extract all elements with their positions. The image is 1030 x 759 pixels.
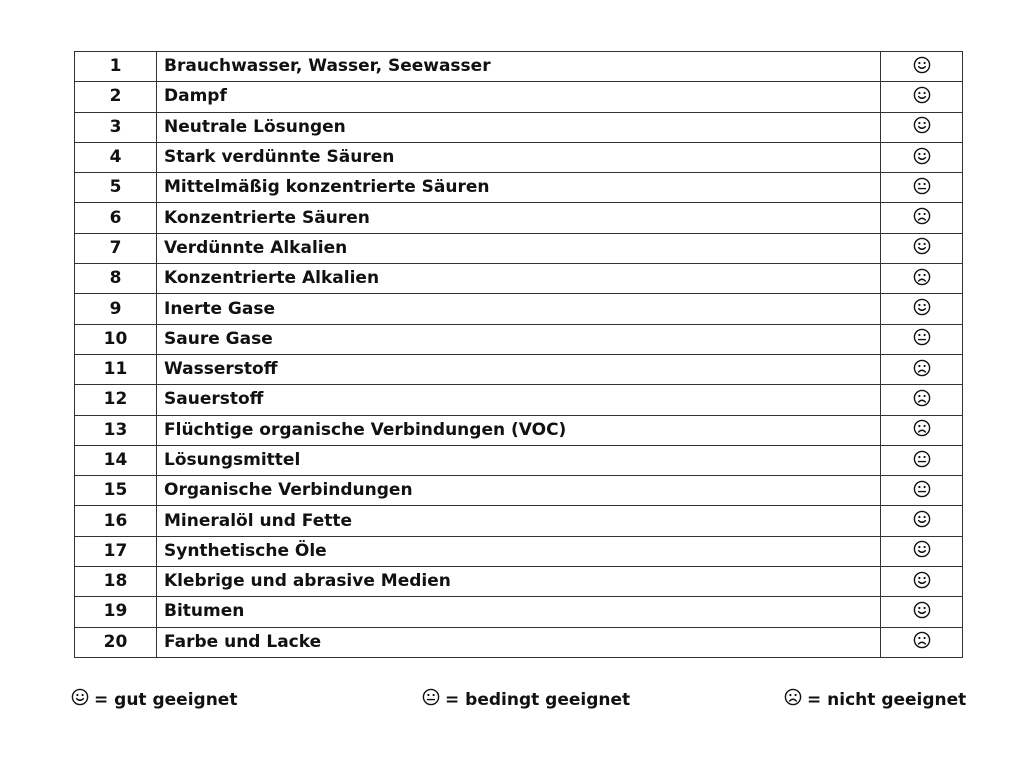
row-number: 3 (75, 112, 157, 142)
table-row (75, 354, 963, 384)
smiley-happy-icon (913, 237, 931, 259)
table-row (75, 597, 963, 627)
medium-name: Organische Verbindungen (157, 476, 881, 506)
suitability-rating (881, 385, 963, 415)
table-row (75, 52, 963, 82)
table-row (75, 567, 963, 597)
suitability-rating (881, 203, 963, 233)
row-number: 15 (75, 476, 157, 506)
row-number: 5 (75, 173, 157, 203)
smiley-happy-icon (913, 56, 931, 78)
medium-name: Verdünnte Alkalien (157, 233, 881, 263)
table-row (75, 385, 963, 415)
row-number: 9 (75, 294, 157, 324)
medium-name: Brauchwasser, Wasser, Seewasser (157, 52, 881, 82)
medium-name: Dampf (157, 82, 881, 112)
smiley-happy-icon (913, 86, 931, 108)
smiley-happy-icon (913, 510, 931, 532)
suitability-rating (881, 112, 963, 142)
table-row (75, 173, 963, 203)
suitability-rating (881, 142, 963, 172)
medium-name: Flüchtige organische Verbindungen (VOC) (157, 415, 881, 445)
smiley-happy-icon (913, 601, 931, 623)
medium-name: Stark verdünnte Säuren (157, 142, 881, 172)
table-row (75, 82, 963, 112)
medium-name: Bitumen (157, 597, 881, 627)
table-row (75, 112, 963, 142)
row-number: 12 (75, 385, 157, 415)
suitability-rating (881, 476, 963, 506)
table-row (75, 476, 963, 506)
row-number: 4 (75, 142, 157, 172)
suitability-rating (881, 264, 963, 294)
smiley-happy-icon (913, 540, 931, 562)
legend-neutral-label: = bedingt geeignet (445, 689, 631, 710)
smiley-sad-icon (913, 419, 931, 441)
smiley-sad-icon (913, 631, 931, 653)
suitability-rating (881, 82, 963, 112)
smiley-happy-icon (913, 298, 931, 320)
row-number: 17 (75, 536, 157, 566)
medium-name: Neutrale Lösungen (157, 112, 881, 142)
smiley-neutral-icon (913, 480, 931, 502)
suitability-rating (881, 567, 963, 597)
smiley-neutral-icon (913, 328, 931, 350)
smiley-happy-icon (71, 688, 89, 711)
medium-name: Farbe und Lacke (157, 627, 881, 657)
row-number: 16 (75, 506, 157, 536)
medium-name: Klebrige und abrasive Medien (157, 567, 881, 597)
table-row (75, 294, 963, 324)
table-row (75, 445, 963, 475)
table-row (75, 627, 963, 657)
table-body (75, 52, 963, 658)
smiley-neutral-icon (913, 177, 931, 199)
row-number: 14 (75, 445, 157, 475)
suitability-rating (881, 627, 963, 657)
suitability-rating (881, 294, 963, 324)
table-row (75, 203, 963, 233)
legend-good (71, 688, 237, 711)
suitability-rating (881, 52, 963, 82)
smiley-neutral-icon (913, 450, 931, 472)
suitability-rating (881, 415, 963, 445)
medium-name: Mittelmäßig konzentrierte Säuren (157, 173, 881, 203)
legend-bad-label: = nicht geeignet (807, 689, 967, 710)
suitability-rating (881, 597, 963, 627)
row-number: 1 (75, 52, 157, 82)
medium-name: Wasserstoff (157, 354, 881, 384)
legend-good-label: = gut geeignet (94, 689, 238, 710)
medium-name: Saure Gase (157, 324, 881, 354)
suitability-rating (881, 324, 963, 354)
table-row (75, 536, 963, 566)
legend-neutral (422, 688, 630, 711)
row-number: 6 (75, 203, 157, 233)
row-number: 20 (75, 627, 157, 657)
smiley-sad-icon (913, 268, 931, 290)
medium-name: Lösungsmittel (157, 445, 881, 475)
medium-name: Sauerstoff (157, 385, 881, 415)
smiley-sad-icon (913, 389, 931, 411)
suitability-rating (881, 354, 963, 384)
medium-name: Mineralöl und Fette (157, 506, 881, 536)
table-row (75, 142, 963, 172)
row-number: 18 (75, 567, 157, 597)
table-row (75, 233, 963, 263)
row-number: 2 (75, 82, 157, 112)
medium-name: Synthetische Öle (157, 536, 881, 566)
suitability-rating (881, 173, 963, 203)
legend-bad (784, 688, 966, 711)
media-suitability-table (74, 51, 963, 658)
smiley-neutral-icon (422, 688, 440, 711)
suitability-rating (881, 233, 963, 263)
row-number: 10 (75, 324, 157, 354)
smiley-happy-icon (913, 147, 931, 169)
table-row (75, 324, 963, 354)
smiley-sad-icon (913, 207, 931, 229)
smiley-happy-icon (913, 116, 931, 138)
table-row (75, 264, 963, 294)
smiley-happy-icon (913, 571, 931, 593)
medium-name: Konzentrierte Alkalien (157, 264, 881, 294)
row-number: 11 (75, 354, 157, 384)
smiley-sad-icon (784, 688, 802, 711)
medium-name: Konzentrierte Säuren (157, 203, 881, 233)
table-row (75, 506, 963, 536)
row-number: 7 (75, 233, 157, 263)
table-row (75, 415, 963, 445)
row-number: 19 (75, 597, 157, 627)
smiley-sad-icon (913, 359, 931, 381)
suitability-rating (881, 445, 963, 475)
suitability-rating (881, 536, 963, 566)
row-number: 8 (75, 264, 157, 294)
suitability-rating (881, 506, 963, 536)
row-number: 13 (75, 415, 157, 445)
medium-name: Inerte Gase (157, 294, 881, 324)
